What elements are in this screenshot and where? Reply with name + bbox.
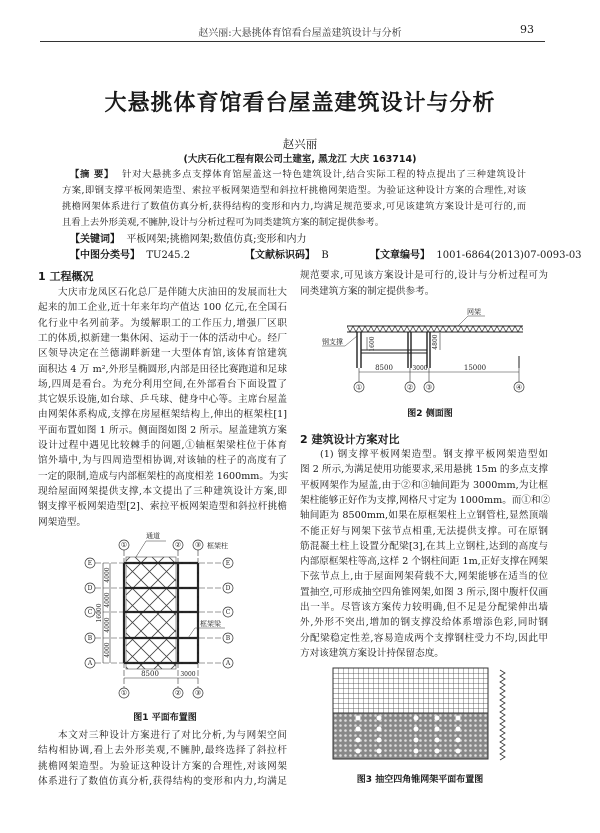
abstract-text: 针对大悬挑多点支撑体育馆屋盖这一特色建筑设计,结合实际工程的特点提出了三种建筑设计	[122, 169, 526, 180]
space-truss	[347, 326, 523, 332]
abstract-line: 且看上去外形美观,不臃肿,设计与分析过程可为同类建筑方案的制定提供参考。	[62, 217, 385, 228]
axis-label: ③	[194, 689, 202, 697]
text-line: (1) 钢支撑平板网架造型。钢支撑平板网架造型如	[320, 449, 548, 460]
text-line: 图 2 所示,为满足使用功能要求,采用悬挑 15m 的多点支撑	[300, 464, 548, 476]
running-header: 赵兴丽:大悬挑体育馆看台屋盖建筑设计与分析	[198, 28, 402, 39]
label-frame-column: 框架柱	[207, 542, 228, 550]
article-number-label: 【文章编号】	[370, 250, 430, 261]
text-line: 结构相协调,看上去外形美观,不臃肿,最终选择了斜拉杆	[38, 745, 287, 757]
axis-label: ①	[120, 689, 128, 697]
dimension-lines	[359, 333, 519, 382]
text-line: 现给屋面网架提供支撑,本文提出了三种建筑设计方案,即	[38, 485, 287, 497]
dimension-16000: 16000	[96, 603, 103, 623]
text-line: 本文对三种设计方案进行了对比分析,为与网架空间	[58, 730, 287, 741]
figure-1-plan-layout	[78, 528, 248, 703]
page-number: 93	[520, 23, 534, 36]
text-line: 体系进行了数值仿真分析,获得结构的变形和内力,均满足	[38, 775, 287, 787]
axis-label: ④	[515, 383, 523, 392]
grid-top-half	[333, 668, 488, 713]
dimension-1600: 1600	[369, 336, 376, 352]
label-steel-support: 钢支撑	[322, 338, 343, 346]
text-line: 架柱能够正好作为支撑,网格尺寸定为 1000mm。而①和②	[300, 494, 551, 506]
axis-label: B	[87, 635, 93, 642]
text-line: 面积达 4 万 m²,外形呈椭圆形,内部是田径比赛跑道和足球	[38, 363, 287, 375]
article-number	[370, 248, 582, 264]
text-line: 轴间距为 8500mm,如果在原框架柱上立钢管柱,显然顶端	[300, 510, 548, 522]
axis-label: ①	[120, 541, 128, 549]
text-line: 大庆市龙凤区石化总厂是伴随大庆油田的发展而壮大	[58, 287, 287, 298]
text-line: 筋混凝土柱上设置分配梁[3],在其上立钢柱,达到的高度与	[300, 540, 548, 552]
paper-title: 大悬挑体育馆看台屋盖建筑设计与分析	[104, 91, 496, 116]
text-line: 由网架体系构成,支撑在房屋框架结构上,伸出的框架柱[1]	[38, 409, 287, 421]
text-line: 平面布置如图 1 所示。侧面图如图 2 所示。屋盖建筑方案	[38, 424, 287, 436]
axis-label: B	[225, 635, 231, 642]
classification-value: TU245.2	[146, 250, 191, 261]
axis-label: C	[87, 609, 93, 616]
text-line: 其它娱乐设施,如台球、乒乓球、健身中心等。主席台屋盖	[38, 394, 287, 406]
affiliation: (大庆石化工程有限公司土建室, 黑龙江 大庆 163714)	[183, 154, 417, 165]
classification-label: 【中图分类号】	[70, 250, 140, 261]
header-rule	[40, 41, 545, 42]
text-line: 分配梁稳定性差,容易造成两个支撑钢柱受力不均,因此甲	[300, 632, 548, 644]
abstract-line: 方案,即钢支撑平板网架造型、索拉平板网架造型和斜拉杆挑檐网架造型。为验证这种设计方案的合理性,对该	[62, 185, 526, 196]
axis-label: ③	[425, 383, 433, 392]
axis-label: D	[225, 585, 231, 592]
label-truss: 网架	[467, 308, 481, 316]
doc-code	[245, 248, 329, 264]
text-line: 外,外形不突出,增加的钢支撑没给体系增添色彩,同时钢	[300, 617, 548, 629]
author: 赵兴丽	[282, 137, 318, 151]
axis-label: ③	[194, 541, 202, 549]
axis-label: ②	[174, 541, 182, 549]
dimension-4000: 4000	[104, 617, 111, 633]
axis-label: A	[87, 660, 93, 667]
text-line: 下弦节点上,由于屋面网架荷载不大,网架能够在适当的位	[300, 571, 548, 583]
text-line: 化行业中名列前茅。为缓解职工的工作压力,增强厂区职	[38, 317, 287, 329]
abstract-line-1	[70, 167, 526, 183]
label-frame-beam: 框架梁	[200, 620, 221, 628]
text-line: 钢支撑平板网架造型[2]、索拉平板网架造型和斜拉杆挑檐	[38, 501, 287, 513]
text-line: 不能正好与网架下弦节点相重,无法提供支撑。可在原钢	[300, 525, 548, 537]
text-line: 馆外墙中,为与四周造型相协调,对该轴的柱子的高度有了	[38, 455, 287, 467]
dimension-15000: 15000	[463, 364, 487, 372]
dimension-4000: 4000	[104, 567, 111, 583]
dimension-8500: 8500	[375, 364, 393, 372]
dimension-4000: 4000	[104, 642, 111, 658]
dimension-4800: 4800	[432, 334, 439, 350]
text-line: 区领导决定在兰德湖畔新建一大型体育馆,该体育馆建筑	[38, 348, 287, 360]
axis-label: D	[87, 585, 93, 592]
dimension-3000: 3000	[180, 671, 196, 678]
section-1-heading: 1 工程概况	[38, 270, 94, 283]
text-line: 一定的限制,造成与内部框架柱的高度相差 1600mm。为实	[38, 470, 289, 482]
text-line: 网架造型。	[38, 516, 86, 528]
abstract-line: 挑檐网架体系进行了数值仿真分析,获得结构的变形和内力,均满足规范要求,可见该建筑方案设计是可行的,而	[62, 201, 526, 212]
text-line: 同类建筑方案的制定提供参考。	[300, 286, 435, 297]
figure-2-side-view	[315, 300, 545, 400]
axis-label: E	[87, 560, 93, 567]
text-line: 挑檐网架造型。为验证这种设计方案的合理性,对该网架	[38, 760, 287, 772]
text-line: 规范要求,可见该方案设计是可行的,设计与分析过程可为	[300, 270, 548, 281]
keywords-label: 【关键词】	[70, 234, 120, 245]
doc-code-label: 【文献标识码】	[245, 250, 315, 261]
figure-3-truss-plan	[330, 665, 510, 765]
figure-3-caption: 图3 抽空四角锥网架平面布置图	[356, 775, 484, 785]
keywords	[70, 232, 306, 248]
axis-label: E	[225, 560, 231, 567]
text-line: 内部原框架柱等高,这样 2 个钢柱间距 1m,正好支撑在网架	[300, 556, 548, 568]
dimension-8500: 8500	[141, 670, 159, 678]
text-line: 置抽空,可形成抽空四角锥网架,如图 3 所示,图中腹杆仅画	[300, 586, 548, 598]
figure-2-caption: 图2 侧面图	[407, 409, 453, 419]
axis-label: C	[225, 609, 231, 616]
text-line: 出一半。尽管该方案传力较明确,但不足是分配梁伸出墙	[300, 602, 548, 613]
text-line: 方对该建筑方案设计持保留态度。	[300, 647, 444, 659]
text-line: 场,四周是看台。为充分利用空间,在外部看台下面设置了	[38, 378, 287, 390]
label-passage: 通道	[146, 532, 160, 540]
doc-code-value: B	[321, 250, 329, 261]
figure-1-caption: 图1 平面布置图	[133, 713, 197, 723]
classification	[70, 248, 190, 264]
text-line: 设计过程中遇见比较棘手的问题,①轴框架梁柱位于体育	[38, 440, 287, 451]
truss-section-zigzag	[500, 670, 505, 760]
section-2-heading: 2 建筑设计方案对比	[300, 433, 400, 446]
article-number-value: 1001-6864(2013)07-0093-03	[436, 250, 582, 261]
text-line: 起来的加工企业,近十年来年均产值达 100 亿元,在全国石	[38, 302, 287, 314]
dimension-4000: 4000	[104, 592, 111, 608]
dimension-3000: 3000	[412, 365, 428, 372]
abstract-label: 【摘 要】	[70, 169, 115, 180]
axis-label: ①	[355, 383, 363, 392]
axis-label: ②	[174, 689, 182, 697]
text-line: 工的体质,拟新建一集休闲、运动于一体的活动中心。经厂	[38, 332, 287, 344]
axis-label: ②	[406, 383, 414, 392]
axis-label: A	[225, 660, 231, 667]
keywords-value: 平板网架;挑檐网架;数值仿真;变形和内力	[126, 234, 307, 245]
text-line: 平板网架作为屋盖,由于②和③轴间距为 3000mm,为让框	[300, 479, 548, 491]
